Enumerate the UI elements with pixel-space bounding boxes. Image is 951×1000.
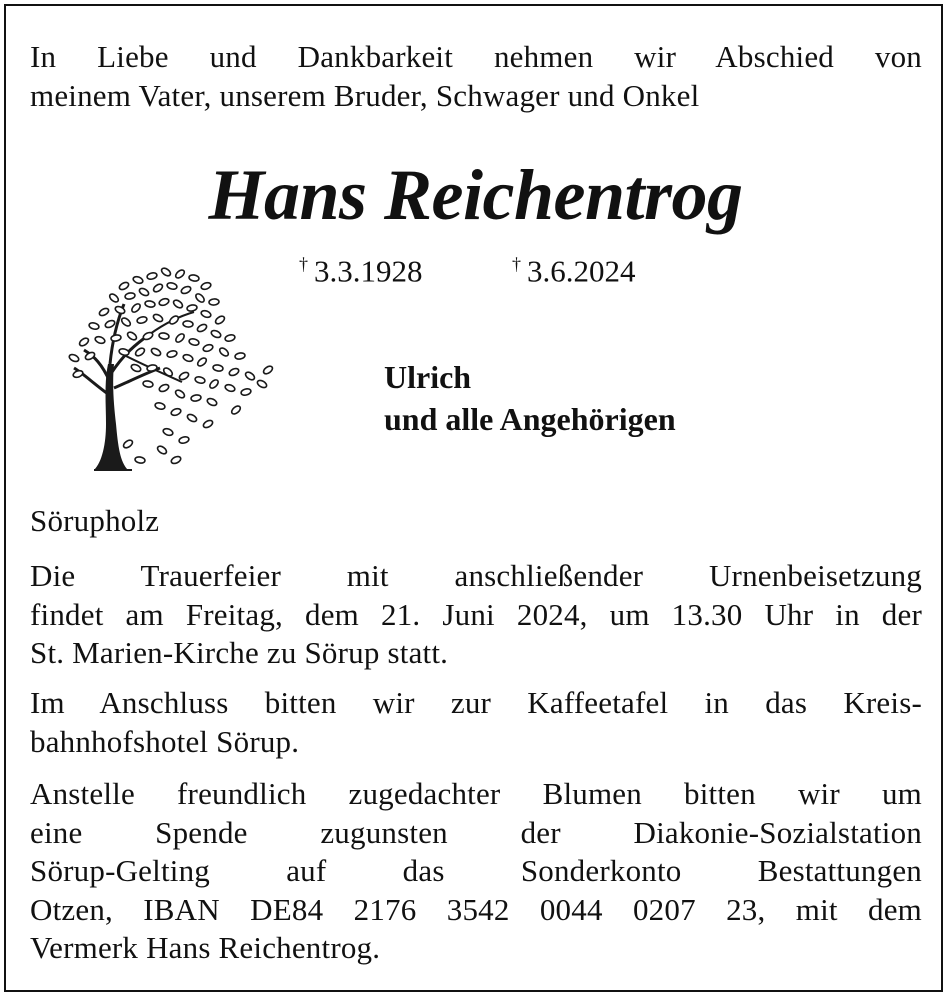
donation-line: eine Spende zugunsten der Diakonie-Sozialstation [30, 814, 922, 850]
reception-text [30, 684, 922, 761]
mourner-relatives: und alle Angehörigen [384, 401, 676, 437]
ceremony-line: Die Trauerfeier mit anschließender Urnenbeisetzung [30, 558, 922, 593]
intro-text [30, 38, 922, 115]
ceremony-line: St. Marien-Kirche zu Sörup statt. [30, 635, 449, 670]
birth-date [299, 244, 423, 291]
intro-line: meinem Vater, unserem Bruder, Schwager und Onkel [30, 77, 700, 113]
ceremony-text [30, 557, 922, 673]
death-date [512, 244, 636, 291]
cross-icon: † [512, 254, 521, 274]
deceased-name: Hans Reichentrog [208, 155, 743, 235]
tree-icon [64, 264, 282, 474]
reception-line: bahnhofshotel Sörup. [30, 723, 300, 759]
place-name: Sörupholz [30, 503, 160, 538]
donation-line: Anstelle freundlich zugedachter Blumen bitten wir um [30, 776, 922, 811]
donation-line: Sörup-Gelting auf das Sonderkonto Bestattungen [30, 853, 922, 888]
donation-line: Vermerk Hans Reichentrog. [30, 930, 381, 965]
mourner-name: Ulrich [384, 359, 472, 395]
ceremony-line: findet am Freitag, dem 21. Juni 2024, um 13.30 Uhr in der [30, 596, 922, 632]
mourners [384, 356, 676, 440]
donation-text [30, 775, 922, 968]
donation-line: Otzen, IBAN DE84 2176 3542 0044 0207 23, mit dem [30, 891, 922, 927]
cross-icon: † [299, 254, 308, 274]
death-date-value: 3.6.2024 [527, 253, 636, 289]
reception-line: Im Anschluss bitten wir zur Kaffeetafel in das Kreis- [30, 685, 922, 720]
birth-date-value: 3.3.1928 [314, 253, 423, 289]
intro-line: In Liebe und Dankbarkeit nehmen wir Abschied von [30, 39, 922, 74]
